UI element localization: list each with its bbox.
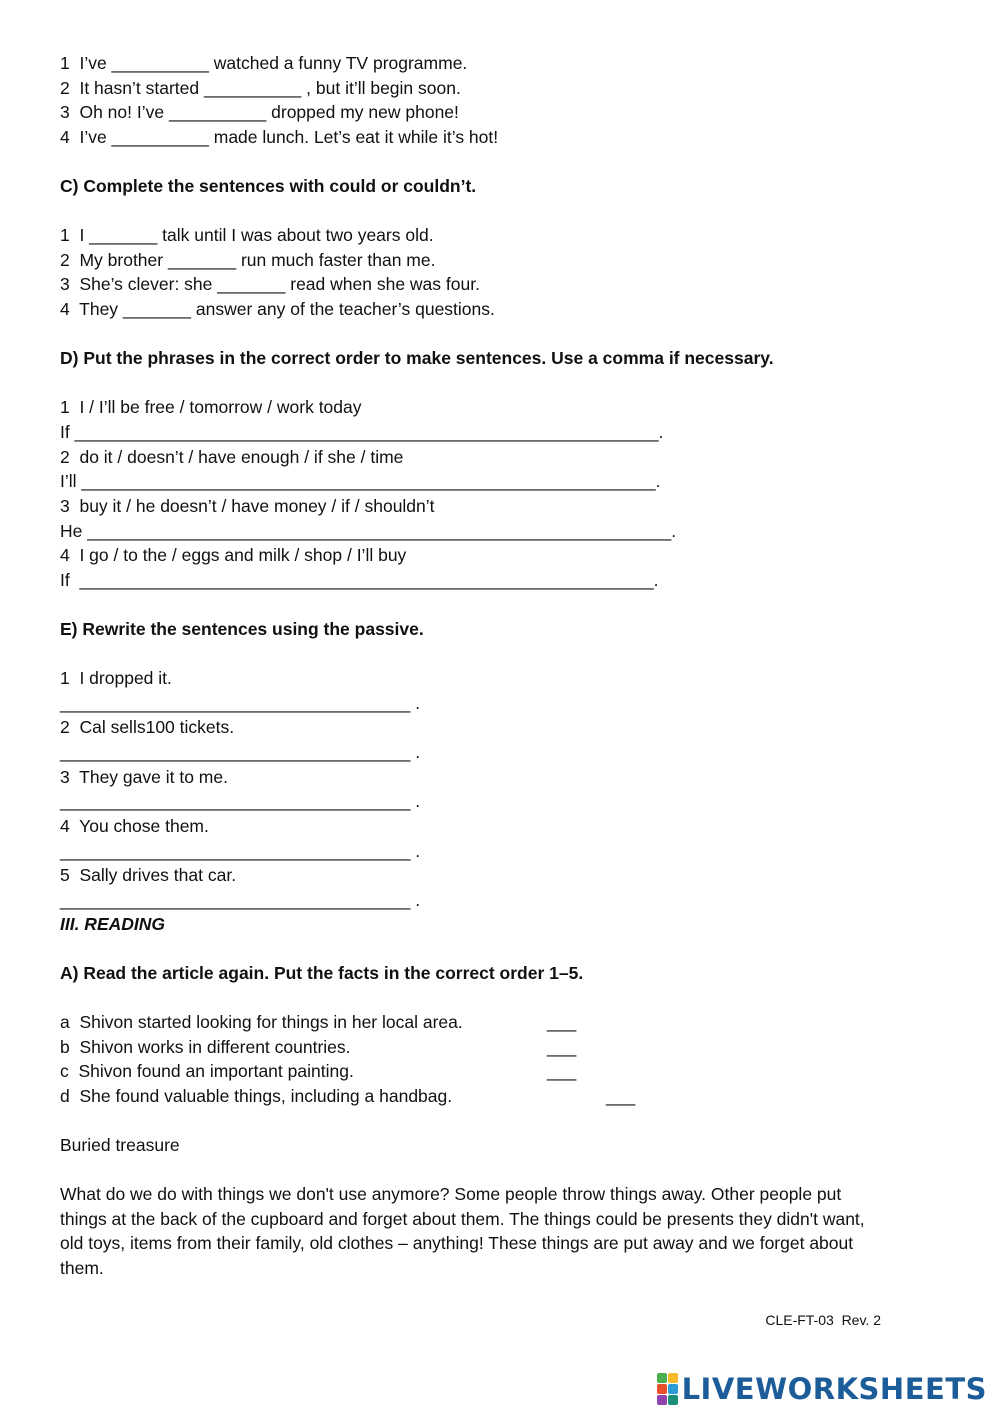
exercise-item: 3 buy it / he doesn’t / have money / if / shouldn’t (60, 496, 435, 516)
answer-line: ____________________________________ . (60, 693, 421, 713)
answer-line: ____________________________________ . (60, 791, 421, 811)
exercise-item: 5 Sally drives that car. (60, 865, 237, 885)
exercise-item: 1 I’ve __________ watched a funny TV programme. (60, 53, 468, 73)
exercise-item: 1 I / I’ll be free / tomorrow / work today (60, 397, 362, 417)
logo-block (668, 1395, 678, 1405)
document-code: CLE-FT-03 Rev. 2 (765, 1312, 881, 1328)
fact-item: b Shivon works in different countries. (60, 1037, 351, 1057)
exercise-item: 1 I dropped it. (60, 668, 172, 688)
answer-line: ____________________________________ . (60, 841, 421, 861)
answer-line: ____________________________________ . (60, 890, 421, 910)
exercise-item: 2 do it / doesn’t / have enough / if she / time (60, 447, 404, 467)
exercise-item: 2 It hasn’t started __________ , but it’ll begin soon. (60, 78, 461, 98)
answer-line: ____________________________________ . (60, 742, 421, 762)
brand-name: LIVEWORKSHEETS (681, 1372, 987, 1406)
answer-line: He ____________________________________________________________. (60, 521, 677, 541)
exercise-item: 2 Cal sells100 tickets. (60, 717, 235, 737)
exercise-item: 1 I _______ talk until I was about two years old. (60, 225, 434, 245)
section-heading: D) Put the phrases in the correct order to make sentences. Use a comma if necessary. (60, 348, 774, 368)
fact-item: c Shivon found an important painting. (60, 1061, 354, 1081)
logo-block (657, 1384, 667, 1394)
order-blank[interactable]: ___ (547, 1037, 577, 1057)
answer-line: I’ll ___________________________________________________________. (60, 471, 661, 491)
liveworksheets-logo[interactable] (657, 1372, 987, 1406)
section-heading: A) Read the article again. Put the facts in the correct order 1–5. (60, 963, 584, 983)
fact-item: a Shivon started looking for things in her local area. (60, 1012, 463, 1032)
exercise-item: 4 I’ve __________ made lunch. Let’s eat it while it’s hot! (60, 127, 499, 147)
answer-line: If ____________________________________________________________. (60, 422, 664, 442)
article-paragraph: What do we do with things we don't use anymore? Some people throw things away. Other people put things at the back of the cupboard and forget about them. The things could be presents they didn't want, old toys, items from their family, old clothes – anything! These things are put away and we forget about them. (60, 1184, 865, 1278)
article-title: Buried treasure (60, 1135, 180, 1155)
answer-line: If ___________________________________________________________. (60, 570, 659, 590)
logo-blocks-icon (657, 1373, 678, 1405)
exercise-item: 3 She’s clever: she _______ read when she was four. (60, 274, 480, 294)
logo-block (657, 1395, 667, 1405)
reading-title: III. READING (60, 914, 166, 934)
section-heading: E) Rewrite the sentences using the passive. (60, 619, 424, 639)
fact-item: d She found valuable things, including a handbag. (60, 1086, 453, 1106)
section-heading: C) Complete the sentences with could or couldn’t. (60, 176, 477, 196)
order-blank[interactable]: ___ (547, 1061, 577, 1081)
order-blank[interactable]: ___ (547, 1012, 577, 1032)
exercise-item: 3 They gave it to me. (60, 767, 228, 787)
exercise-item: 4 I go / to the / eggs and milk / shop / I’ll buy (60, 545, 407, 565)
logo-block (668, 1373, 678, 1383)
exercise-item: 3 Oh no! I’ve __________ dropped my new phone! (60, 102, 459, 122)
exercise-item: 4 They _______ answer any of the teacher’s questions. (60, 299, 495, 319)
logo-block (668, 1384, 678, 1394)
logo-block (657, 1373, 667, 1383)
order-blank[interactable]: ___ (606, 1086, 636, 1106)
exercise-item: 4 You chose them. (60, 816, 209, 836)
exercise-item: 2 My brother _______ run much faster than me. (60, 250, 436, 270)
